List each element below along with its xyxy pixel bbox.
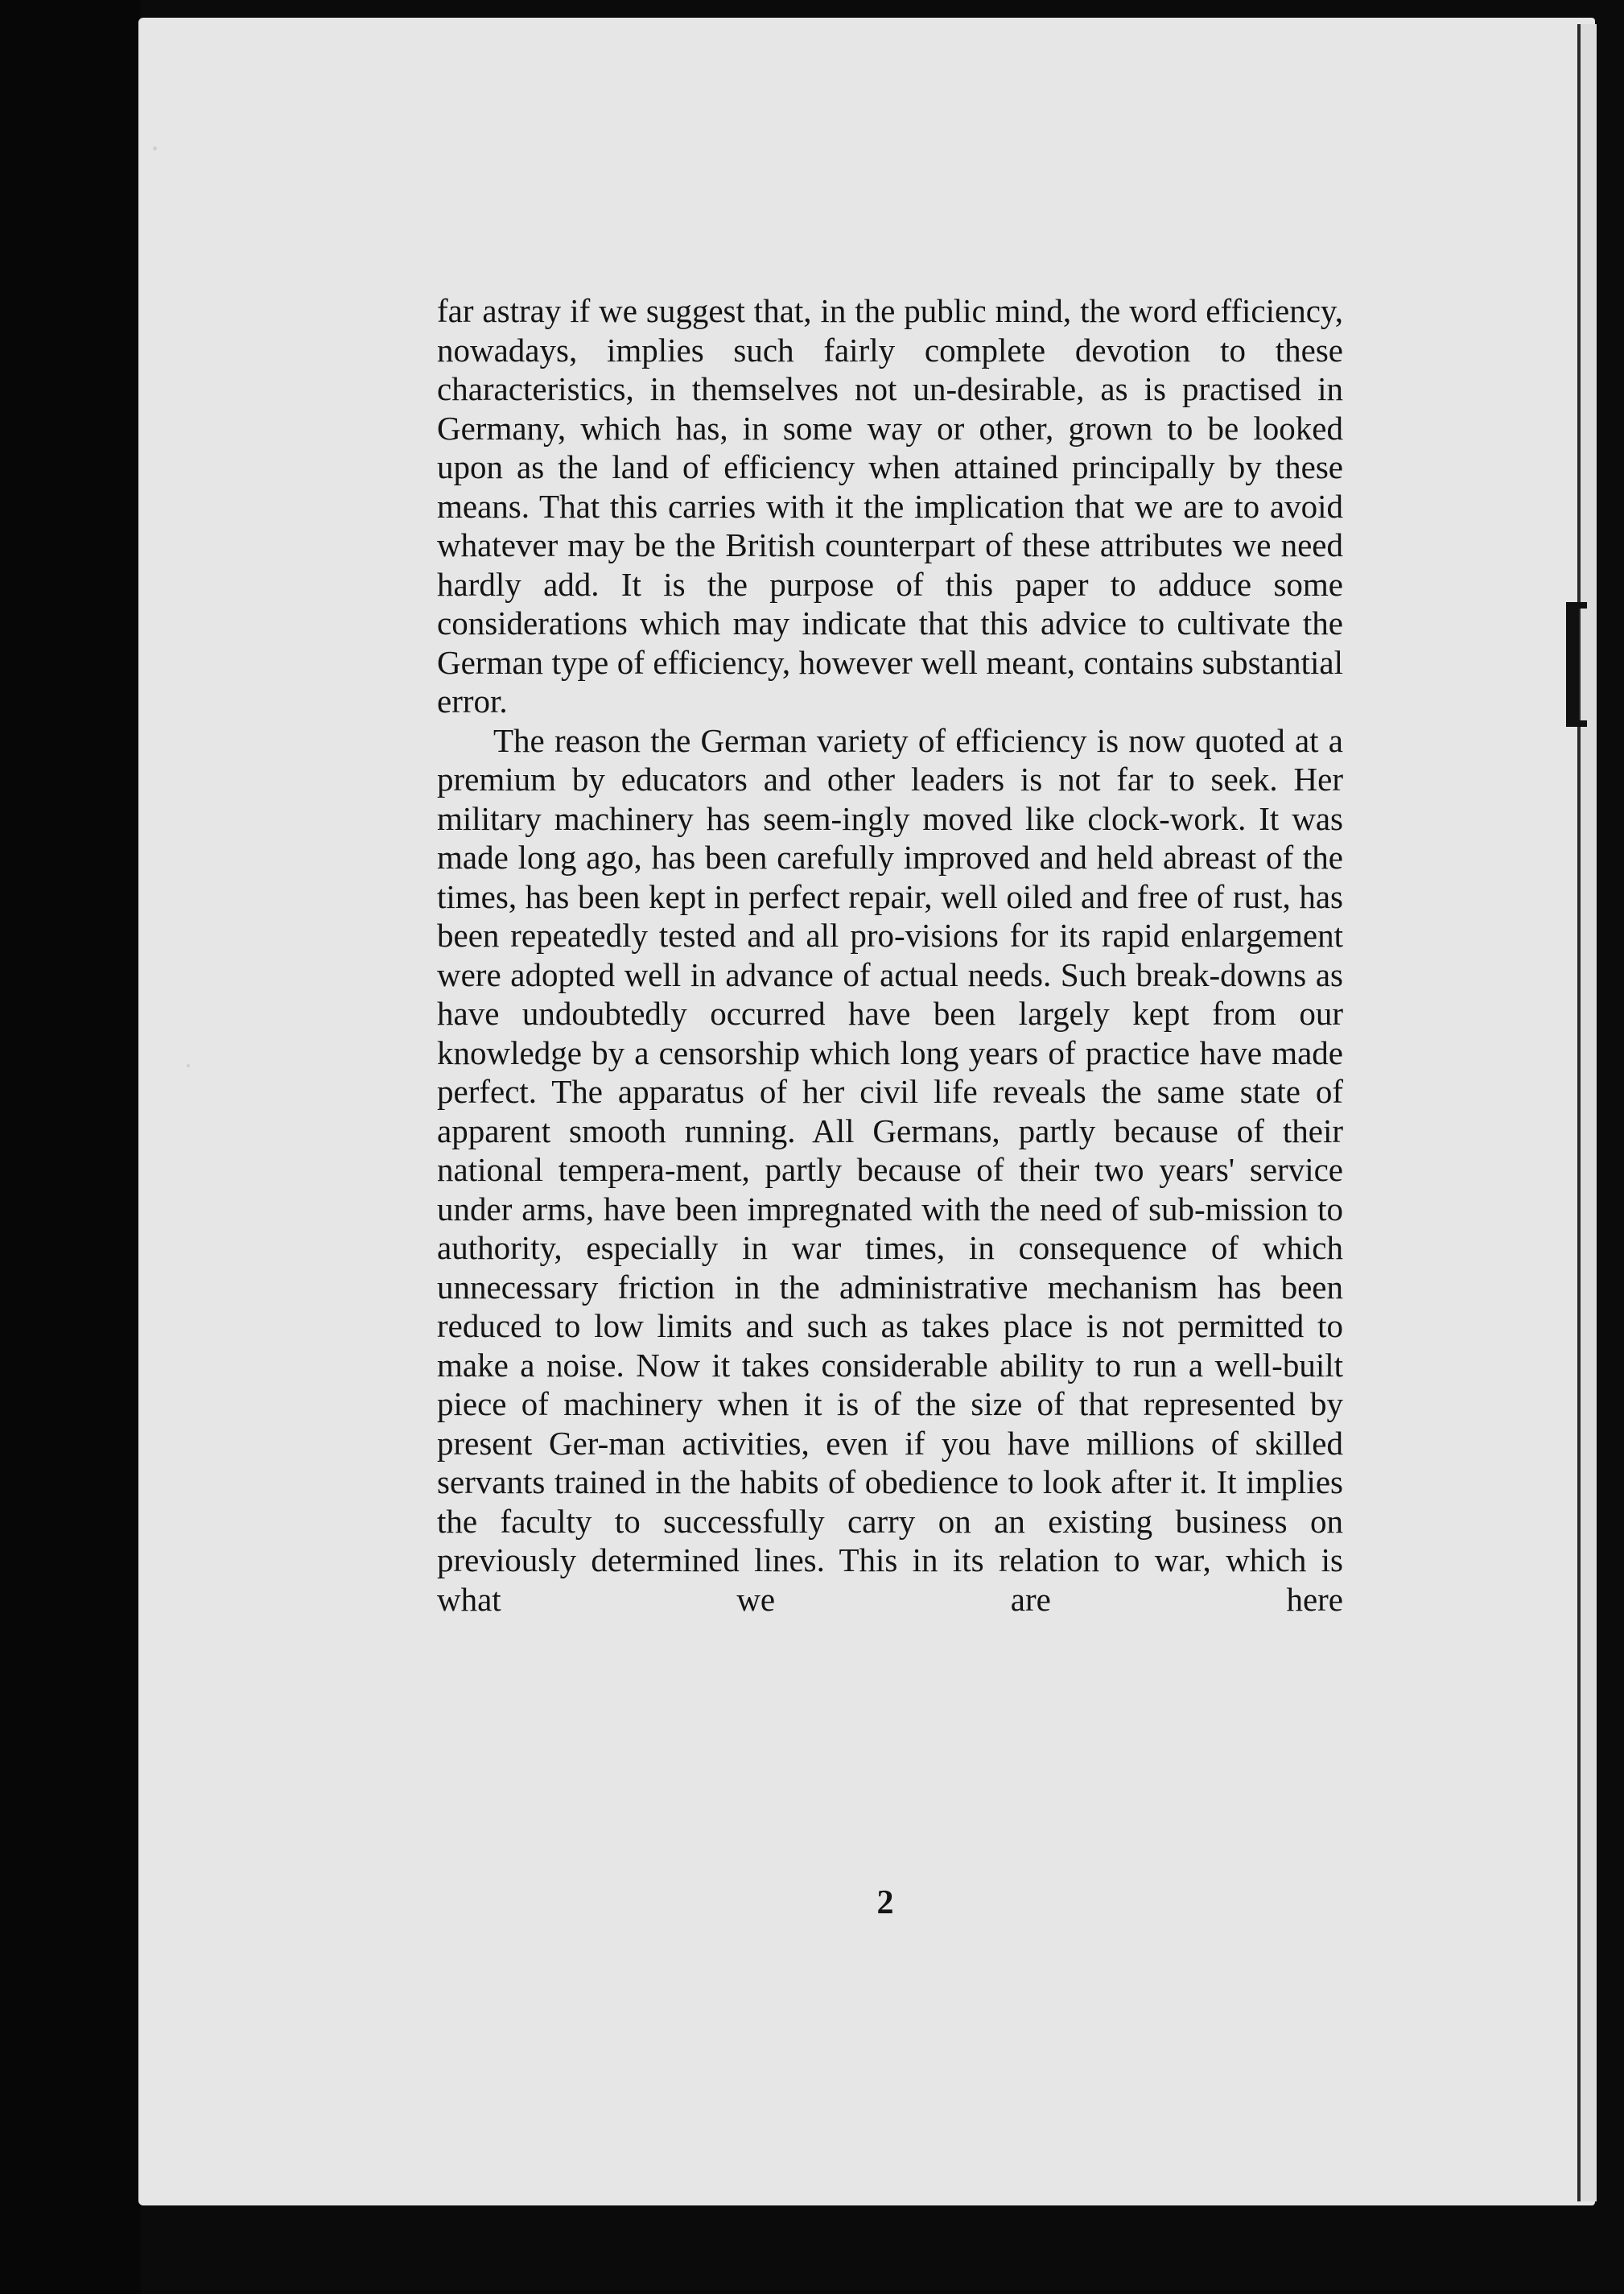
- paragraph-1: far astray if we suggest that, in the public mind, the word efficiency, nowadays, implies such fairly complete devotion to these characteristics, in themselves not un-desirable, as is practised in Germany, which has, in some way or other, grown to be looked upon as the land of efficiency when attained principally by these means. That this carries with it the implication that we are to avoid whatever may be the British counterpart of these attributes we need hardly add. It is the purpose of this paper to adduce some considerations which may indicate that this advice to cultivate the German type of efficiency, however well meant, contains substantial error.: [437, 292, 1343, 720]
- scan-speck: [153, 146, 157, 151]
- scan-background: [0, 0, 141, 2294]
- scan-speck: [187, 1064, 190, 1067]
- paragraph-2: The reason the German variety of efficiency is now quoted at a premium by educators and other leaders is not far to seek. Her military machinery has seem-ingly moved like clock-work. It was made long ago, has been carefully improved and held abreast of the times, has been kept in perfect repair, well oiled and free of rust, has been repeatedly tested and all pro-visions for its rapid enlargement were adopted well in advance of actual needs. Such break-downs as have undoubtedly occurred have been largely kept from our knowledge by a censorship which long years of practice have made perfect. The apparatus of her civil life reveals the same state of apparent smooth running. All Germans, partly because of their national tempera-ment, partly because of their two years' service under arms, have been impregnated with the need of sub-mission to authority, especially in war times, in consequence of which unnecessary friction in the administrative mechanism has been reduced to low limits and such as takes place is not permitted to make a noise. Now it takes considerable ability to run a well-built piece of machinery when it is of the size of that represented by present Ger-man activities, even if you have millions of skilled servants trained in the habits of obedience to look after it. It implies the faculty to successfully carry on an existing business on previously determined lines. This in its relation to war, which is what we are here: [437, 721, 1343, 1618]
- page-number: 2: [876, 1884, 894, 1921]
- adjacent-page-edge: [1577, 24, 1597, 2201]
- body-text: [437, 291, 1343, 1619]
- bracket-mark-icon: [1566, 602, 1579, 727]
